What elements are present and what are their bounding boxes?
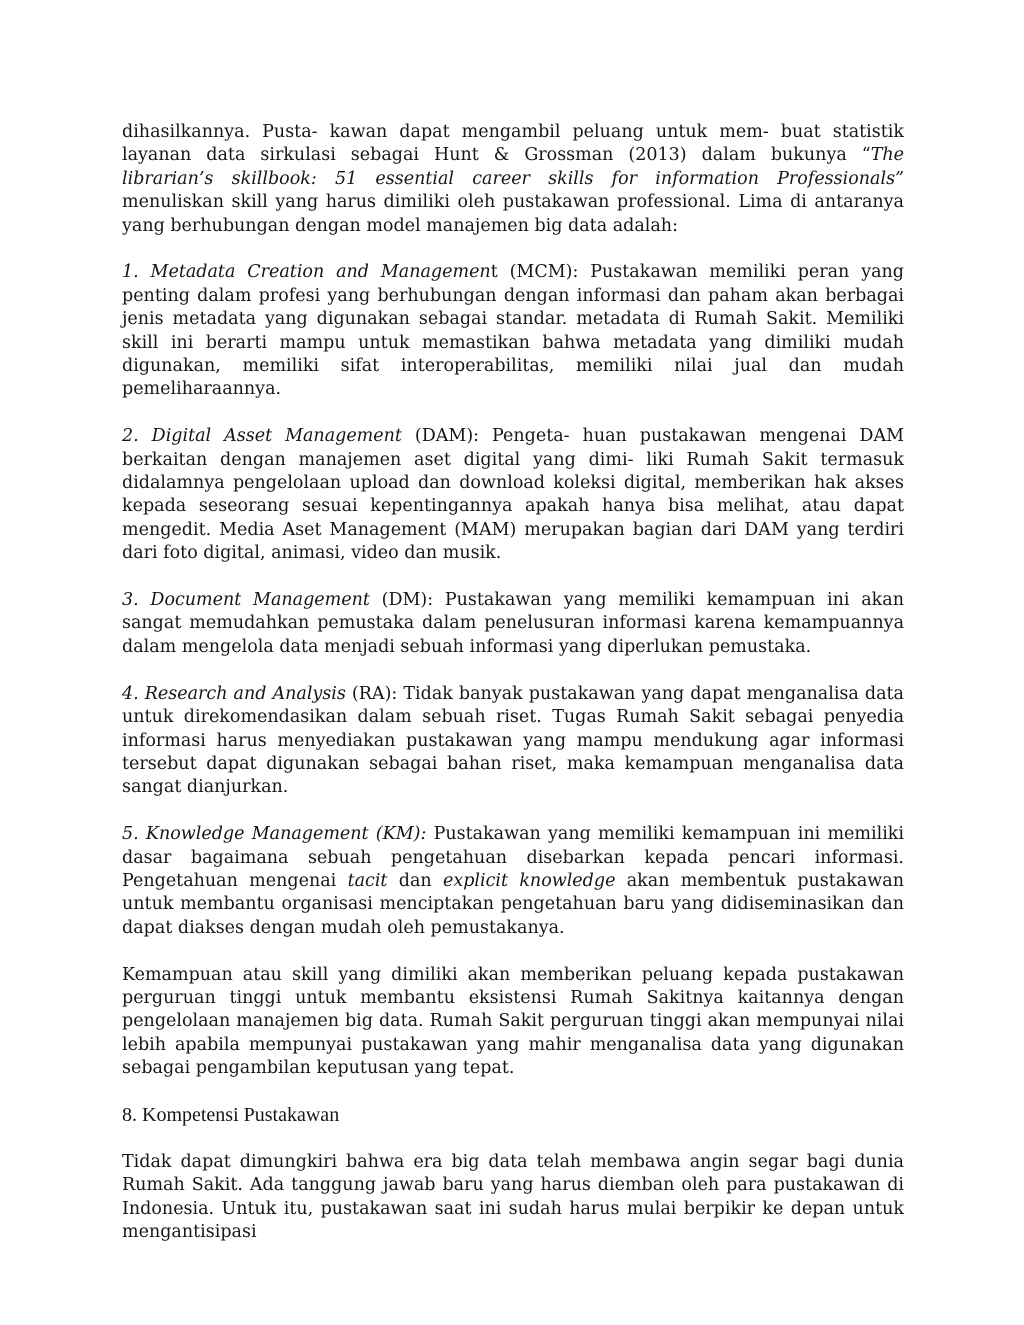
list-item-km [122,823,904,940]
item-body: Tidak banyak pustakawan yang dapat menganalisa data untuk direkomendasikan dalam sebuah riset. Tugas Rumah Sakit sebagai penyedia informasi harus menyediakan pustakawan yang mampu mendukung agar informasi tersebut dapat digunakan sebagai bahan riset, maka kemampuan menganalisa data sangat dianjurkan. [122,683,904,798]
item-title: 2. Digital Asset Management [122,426,402,447]
list-item-dm [122,589,904,659]
intro-text-1: dihasilkannya. Pusta- kawan dapat mengambil peluang untuk mem- buat statistik layanan data sirkulasi sebagai Hunt & Grossman (2013) dalam bukunya “ [122,122,904,166]
item-title: 5. Knowledge Management (KM): [122,824,427,845]
item-body: Pustakawan memiliki peran yang penting dalam profesi yang berhubungan dengan informasi dan paham akan berbagai jenis metadata yang digunakan sebagai standar. metadata di Rumah Sakit. Memiliki skill ini berarti mampu untuk memastikan bahwa metadata yang dimiliki mudah digunakan, memiliki sifat interoperabilitas, memiliki nilai jual dan mudah pemeliharaannya. [122,262,904,400]
item-title-tail: (DAM): [401,426,493,447]
item-body-part-2: akan membentuk pustakawan untuk membantu organisasi menciptakan pengetahuan baru yang didiseminasikan dan dapat diakses dengan mudah oleh pemustakanya. [122,870,904,938]
book-title: The librarian’s skillbook: 51 essential career skills for information Professionals” [122,145,904,189]
explicit-knowledge-term: explicit knowledge [442,870,616,891]
item-title-tail: (RA): [345,683,404,704]
item-body: Pengeta- huan pustakawan mengenai DAM berkaitan dengan manajemen aset digital yang dimi- liki Rumah Sakit termasuk didalamnya pengelolaan upload dan download koleksi digital, memberikan hak akses kepada seseorang sesuai kepentingannya apakah hanya bisa melihat, atau dapat mengedit. Media Aset Management (MAM) merupakan bagian dari DAM yang terdiri dari foto digital, animasi, video dan musik. [122,426,905,564]
list-item-dam [122,425,904,565]
item-body-part-1: Pustakawan yang memiliki kemampuan ini memiliki dasar bagaimana sebuah pengetahuan disebarkan kepada pencari informasi. Pengetahuan mengenai [122,824,904,891]
item-title: 4. Research and Analysis [122,683,346,704]
document-body [122,121,904,1244]
item-body: Pustakawan yang memiliki kemampuan ini akan sangat memudahkan pemustaka dalam penelusuran informasi karena kemampuannya dalam mengelola data menjadi sebuah informasi yang diperlukan pemustaka. [122,590,904,657]
intro-text-2: menuliskan skill yang harus dimiliki oleh pustakawan professional. Lima di antaranya yang berhubungan dengan model manajemen big data adalah: [122,192,904,236]
item-title: 3. Document Management [122,590,370,611]
item-title-tail: t (MCM): [490,262,591,283]
intro-paragraph [122,121,904,238]
item-title: 1. Metadata Creation and Managemen [122,262,491,283]
tacit-term: tacit [347,870,388,891]
list-item-ra [122,683,904,800]
item-title-tail: (DM): [369,590,445,611]
list-item-mcm [122,261,904,401]
item-body-connector: dan [387,870,443,891]
section-heading: 8. Kompetensi Pustakawan [122,1103,340,1126]
final-paragraph: Tidak dapat dimungkiri bahwa era big data telah membawa angin segar bagi dunia Rumah Sakit. Ada tanggung jawab baru yang harus diemban oleh para pustakawan di Indonesia. Untuk itu, pustakawan saat ini sudah harus mulai berpikir ke depan untuk mengantisipasi [122,1151,904,1242]
conclusion-paragraph: Kemampuan atau skill yang dimiliki akan memberikan peluang kepada pustakawan perguruan tinggi untuk membantu eksistensi Rumah Sakitnya kaitannya dengan pengelolaan manajemen big data. Rumah Sakit perguruan tinggi akan mempunyai nilai lebih apabila mempunyai pustakawan yang mahir menganalisa data yang digunakan sebagai pengambilan keputusan yang tepat. [122,964,904,1079]
